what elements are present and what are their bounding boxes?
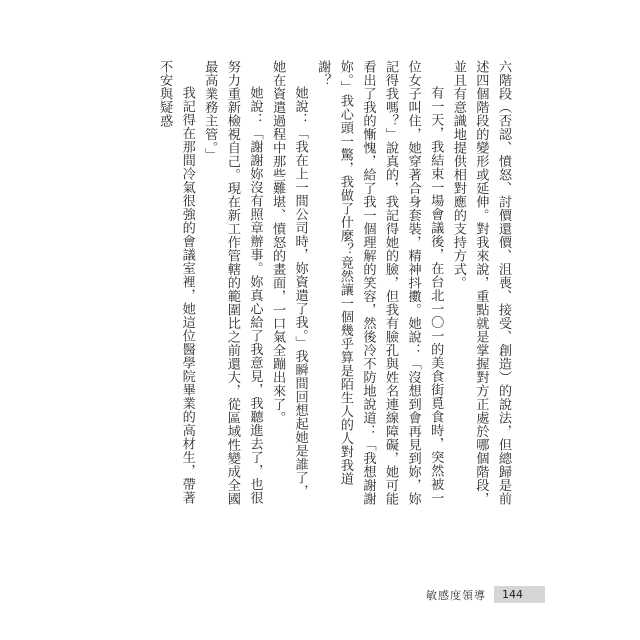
paragraph-3: 她說：「我在上一間公司時，妳資遣了我。」我瞬間回想起她是誰了，她在資遣過程中那些難堪、憤怒的畫面，一口氣全蹦出來了。 <box>270 60 308 499</box>
body-text <box>153 60 515 510</box>
paragraph-4: 她說：「謝謝妳沒有照章辦事。妳真心給了我意見，我聽進去了，也很努力重新檢視自己。現在新工作管轄的範圍比之前還大，從區域性變成全國最高業務主管。」 <box>202 60 263 506</box>
paragraph-5: 我記得在那間冷氣很強的會議室裡，她這位醫學院畢業的高材生，帶著不安與疑惑 <box>157 60 195 505</box>
paragraph-1: 六階段（否認、憤怒、討價還價、沮喪、接受、創造）的說法，但總歸是前述四個階段的變形或延伸。對我來說，重點就是掌握對方正處於哪個階段，並且有意識地提供相對應的支持方式。 <box>450 60 511 506</box>
paragraph-2: 有一天，我結束一場會議後，在台北一〇一的美食街覓食時，突然被一位女子叫住，她穿著合身套裝，精神抖擻。她說：「沒想到會再見到妳，妳記得我嗎？」說真的，我記得她的臉，但我有臉孔與姓名連線障礙，她可能看出了我的慚愧，給了我一個理解的笑容，然後冷不防地說道：「我想謝謝妳。」我心頭一驚，我做了什麼？竟然讓一個幾乎算是陌生人的人對我道謝？ <box>315 60 444 506</box>
page-number: 144 <box>494 586 545 603</box>
page-footer <box>426 586 545 603</box>
running-title: 敏感度領導 <box>426 588 486 602</box>
